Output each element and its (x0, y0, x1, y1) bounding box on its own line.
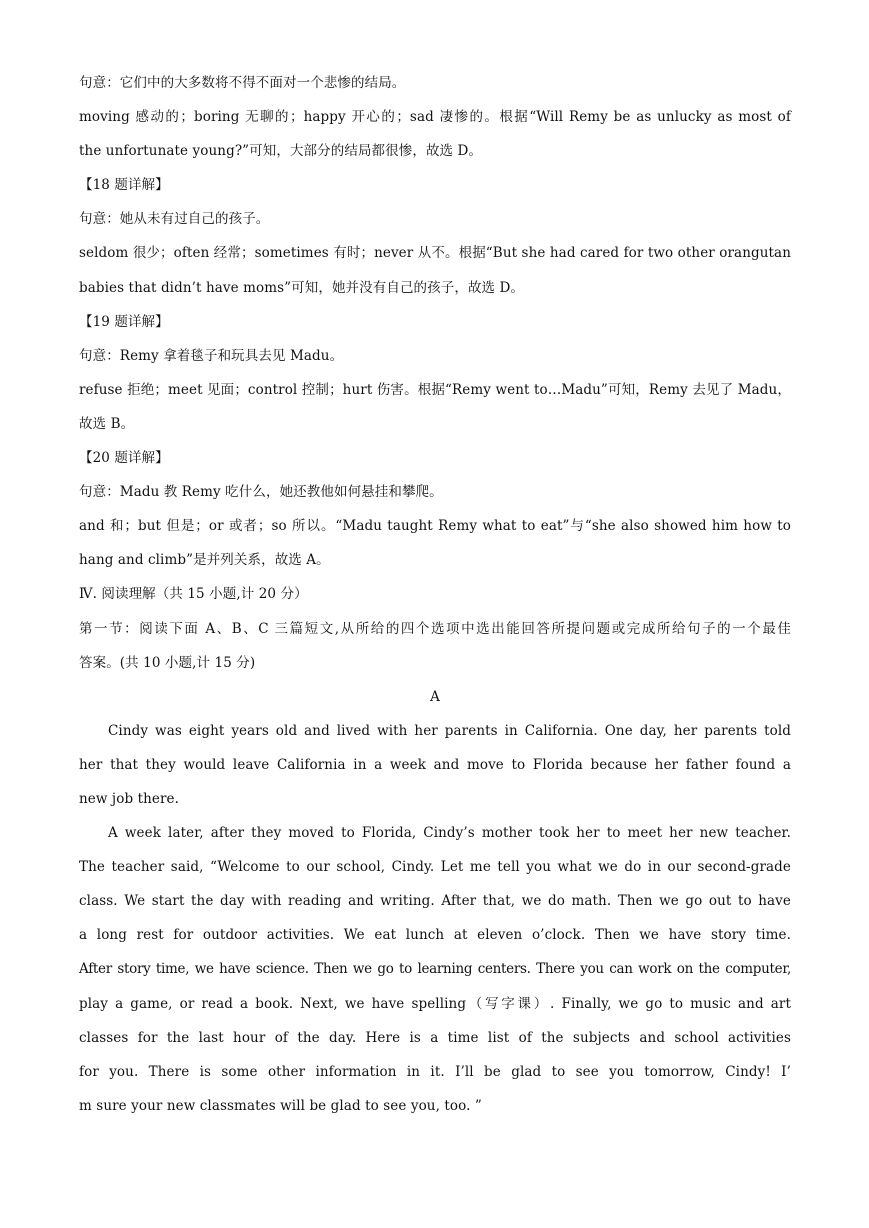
q19-header: 【19 题详解】 (79, 313, 169, 330)
section-title: Ⅳ. 阅读理解（共 15 小题,计 20 分） (79, 586, 308, 603)
q19-explain-line-2: 故选 B。 (79, 415, 135, 432)
passage-label: A (430, 688, 440, 705)
passage-p2-line-6: play a game, or read a book. Next, we have spelling（写字课）. Finally, we go to music and art (79, 995, 791, 1012)
q19-meaning: 句意：Remy 拿着毯子和玩具去见 Madu。 (79, 347, 344, 364)
passage-p2-line-5: After story time, we have science. Then we go to learning centers. There you can work on the computer, (79, 961, 791, 978)
passage-p1-line-1: Cindy was eight years old and lived with her parents in California. One day, her parents told (108, 722, 791, 739)
q18-explain-line-2: babies that didn’t have moms”可知，她并没有自己的孩子，故选 D。 (79, 279, 525, 296)
passage-p2-line-9: m sure your new classmates will be glad to see you, too. ” (79, 1097, 482, 1114)
q17-explain-line-1: moving 感动的；boring 无聊的；happy 开心的；sad 凄惨的。根据“Will Remy be as unlucky as most of (79, 109, 791, 126)
section-instructions-line-1: 第一节：阅读下面 A、B、C 三篇短文,从所给的四个选项中选出能回答所提问题或完成所给句子的一个最佳 (79, 620, 791, 637)
q18-explain-line-1: seldom 很少；often 经常；sometimes 有时；never 从不。根据“But she had cared for two other orangutan (79, 245, 791, 262)
q20-explain-line-1: and 和；but 但是；or 或者；so 所以。“Madu taught Remy what to eat”与“she also showed him how to (79, 518, 791, 535)
passage-p1-line-2: her that they would leave California in a week and move to Florida because her father found a (79, 756, 791, 773)
passage-p2-line-1: A week later, after they moved to Florida, Cindy’s mother took her to meet her new teacher. (108, 825, 791, 842)
q18-header: 【18 题详解】 (79, 177, 169, 194)
document-page (79, 66, 791, 1123)
section-instructions-line-2: 答案。(共 10 小题,计 15 分) (79, 654, 256, 671)
passage-p2-line-4: a long rest for outdoor activities. We eat lunch at eleven o’clock. Then we have story time. (79, 927, 791, 944)
q20-header: 【20 题详解】 (79, 450, 169, 467)
passage-p2-line-2: The teacher said, “Welcome to our school, Cindy. Let me tell you what we do in our second-grade (79, 859, 791, 876)
q17-explain-line-2: the unfortunate young?”可知，大部分的结局都很惨，故选 D。 (79, 143, 483, 160)
passage-p2-line-8: for you. There is some other information in it. I’ll be glad to see you tomorrow, Cindy! I’ (79, 1063, 791, 1080)
passage-p2-line-3: class. We start the day with reading and writing. After that, we do math. Then we go out to have (79, 893, 791, 910)
passage-p1-line-3: new job there. (79, 790, 180, 807)
q17-meaning: 句意：它们中的大多数将不得不面对一个悲惨的结局。 (79, 75, 406, 91)
q20-explain-line-2: hang and climb”是并列关系，故选 A。 (79, 552, 330, 569)
q19-explain-line-1: refuse 拒绝；meet 见面；control 控制；hurt 伤害。根据“Remy went to…Madu”可知，Remy 去见了 Madu， (79, 381, 791, 398)
passage-p2-line-7: classes for the last hour of the day. Here is a time list of the subjects and school activities (79, 1029, 791, 1046)
q20-meaning: 句意：Madu 教 Remy 吃什么，她还教他如何悬挂和攀爬。 (79, 484, 443, 501)
q18-meaning: 句意：她从未有过自己的孩子。 (79, 211, 270, 228)
